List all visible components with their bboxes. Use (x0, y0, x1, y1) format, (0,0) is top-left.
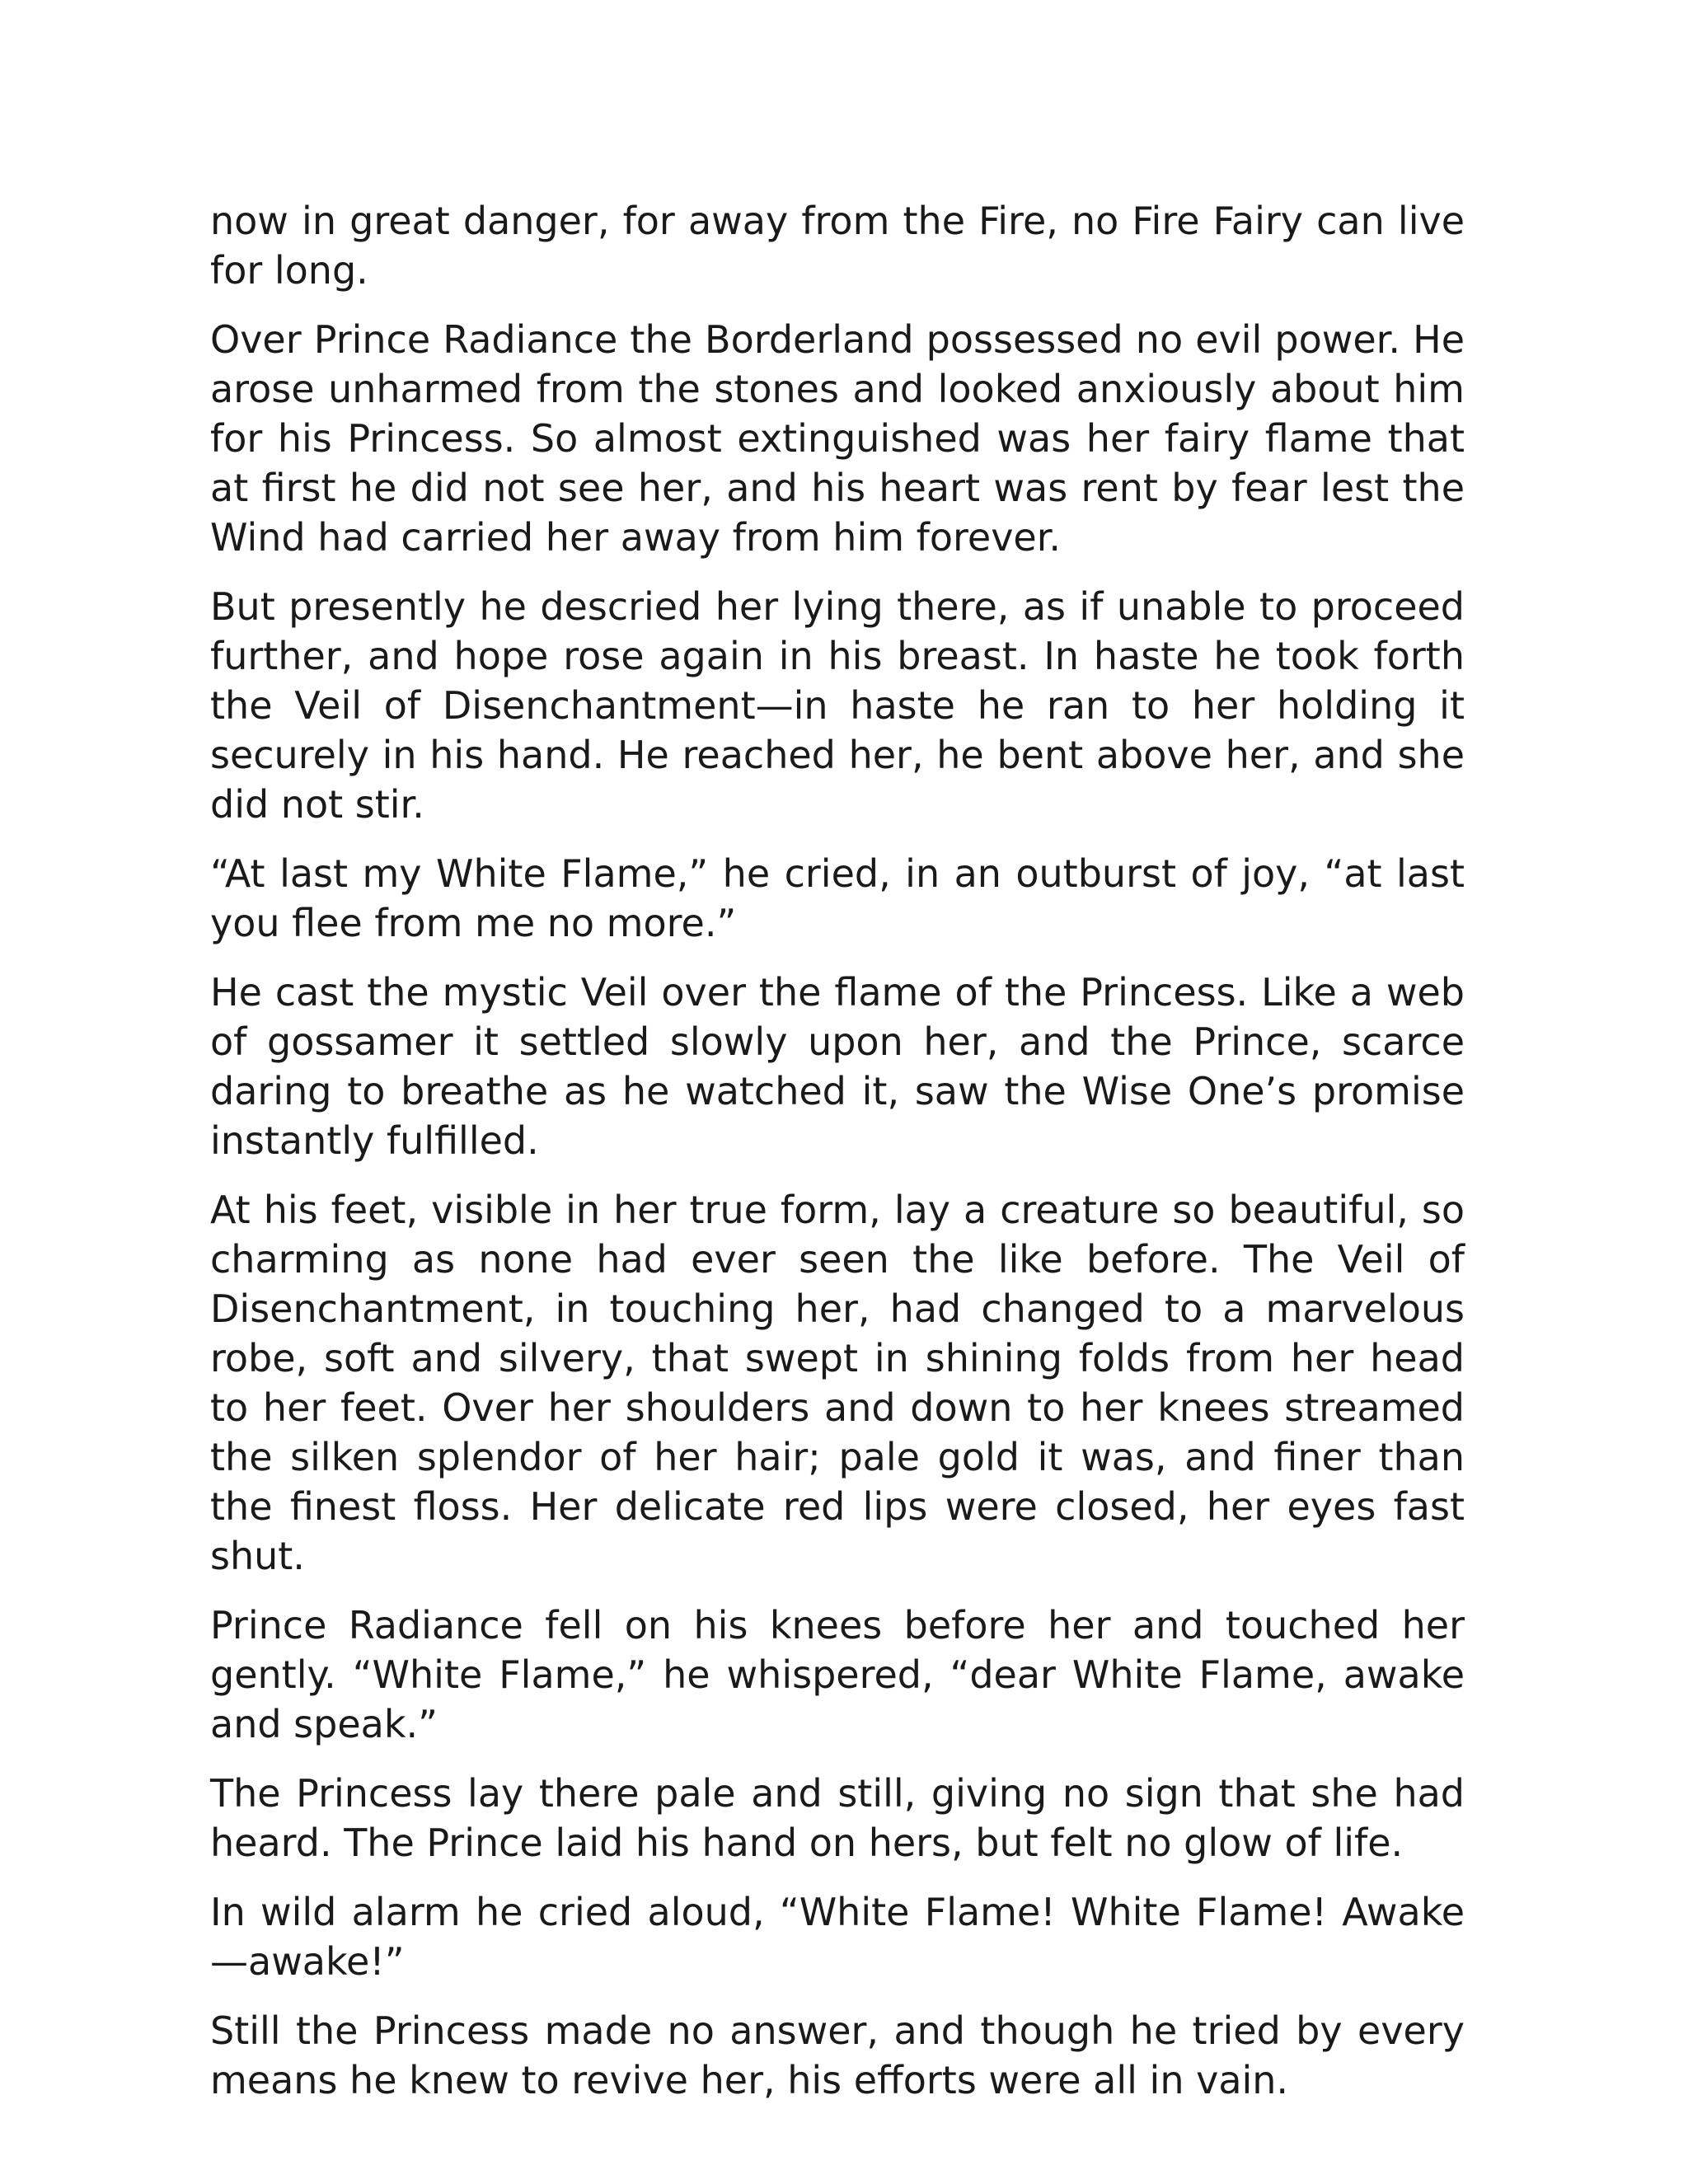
body-text (210, 196, 1465, 2125)
paragraph: Over Prince Radiance the Borderland possessed no evil power. He arose unharmed from the stones and looked anxiously about him for his Princess. So almost extinguished was her fairy flame that at first he did not see her, and his heart was rent by fear lest the Wind had carried her away from him forever. (210, 317, 1465, 560)
paragraph: But presently he descried her lying there, as if unable to proceed further, and hope rose again in his breast. In haste he took forth the Veil of Disenchantment—in haste he ran to her holding it securely in his hand. He reached her, he bent above her, and she did not stir. (210, 584, 1465, 827)
paragraph: now in great danger, for away from the Fire, no Fire Fairy can live for long. (210, 199, 1465, 293)
paragraph: Still the Princess made no answer, and though he tried by every means he knew to revive her, his efforts were all in vain. (210, 2008, 1465, 2102)
paragraph: “At last my White Flame,” he cried, in an outburst of joy, “at last you flee from me no more.” (210, 851, 1465, 945)
paragraph: At his feet, visible in her true form, lay a creature so beautiful, so charming as none had ever seen the like before. The Veil of Disenchantment, in touching her, had changed to a marvelous robe, soft and silvery, that swept in shining folds from her head to her feet. Over her shoulders and down to her knees streamed the silken splendor of her hair; pale gold it was, and finer than the finest floss. Her delicate red lips were closed, her eyes fast shut. (210, 1188, 1465, 1578)
paragraph: The Princess lay there pale and still, giving no sign that she had heard. The Prince laid his hand on hers, but felt no glow of life. (210, 1771, 1465, 1865)
paragraph: Prince Radiance fell on his knees before her and touched her gently. “White Flame,” he whispered, “dear White Flame, awake and speak.” (210, 1603, 1465, 1746)
paragraph: He cast the mystic Veil over the flame of the Princess. Like a web of gossamer it settled slowly upon her, and the Prince, scarce daring to breathe as he watched it, saw the Wise One’s promise instantly fulfilled. (210, 970, 1465, 1163)
paragraph: In wild alarm he cried aloud, “White Flame! White Flame! Awake—awake!” (210, 1890, 1465, 1984)
